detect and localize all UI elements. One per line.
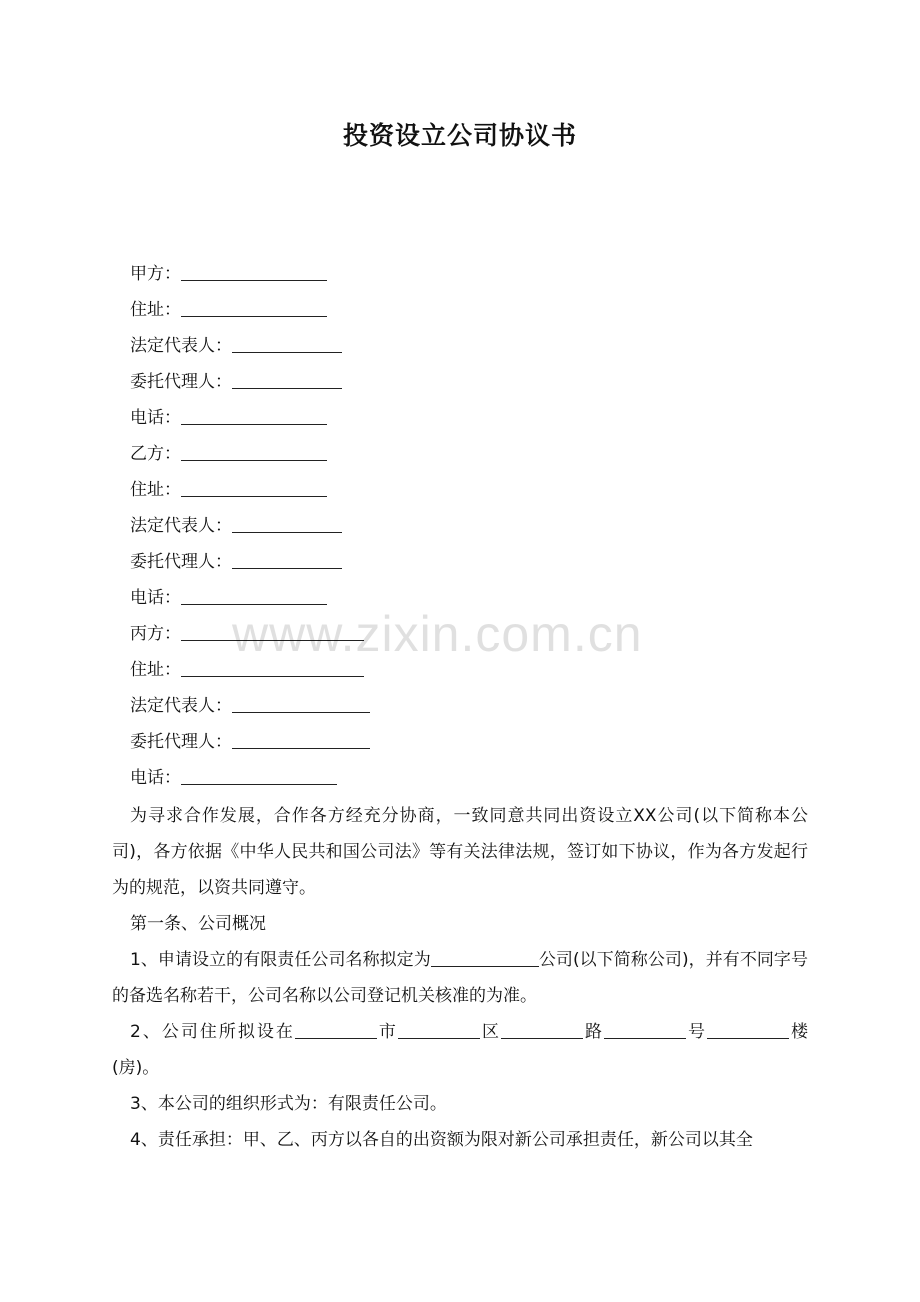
item-1-company-name: 1、申请设立的有限责任公司名称拟定为 公司(以下简称公司)，并有不同字号的备选名称若干，公司名称以公司登记机关核准的为准。 <box>112 950 808 1006</box>
document-title: 投资设立公司协议书 <box>342 121 577 150</box>
intro-paragraph: 为寻求合作发展，合作各方经充分协商，一致同意共同出资设立XX公司(以下简称本公司)，各方依据《中华人民共和国公司法》等有关法律法规，签订如下协议，作为各方发起行为的规范，以资共同遵守。 <box>112 806 808 898</box>
blank-line <box>181 783 337 785</box>
blank-line <box>181 675 364 677</box>
party-fields <box>130 256 370 796</box>
party-a-phone: 电话： <box>130 400 370 436</box>
blank-line <box>431 965 539 967</box>
blank-line <box>501 1037 583 1039</box>
blank-line <box>181 423 327 425</box>
party-a-name: 甲方： <box>130 256 370 292</box>
party-a-agent: 委托代理人： <box>130 364 370 400</box>
blank-line <box>398 1037 480 1039</box>
blank-line <box>295 1037 377 1039</box>
article-1-heading: 第一条、公司概况 <box>130 914 266 934</box>
blank-line <box>232 387 342 389</box>
blank-line <box>181 495 327 497</box>
blank-line <box>181 315 327 317</box>
blank-line <box>232 531 342 533</box>
blank-line <box>232 351 342 353</box>
item-3-organization-form: 3、本公司的组织形式为：有限责任公司。 <box>130 1094 447 1114</box>
blank-line <box>181 639 364 641</box>
blank-line <box>707 1037 789 1039</box>
party-c-phone: 电话： <box>130 760 370 796</box>
blank-line <box>232 747 370 749</box>
party-c-address: 住址： <box>130 652 370 688</box>
watermark: www.zixin.com.cn <box>232 606 643 662</box>
party-c-name: 丙方： <box>130 616 370 652</box>
blank-line <box>181 603 327 605</box>
item-4-liability: 4、责任承担：甲、乙、丙方以各自的出资额为限对新公司承担责任，新公司以其全 <box>130 1130 753 1150</box>
party-b-name: 乙方： <box>130 436 370 472</box>
party-c-legal-rep: 法定代表人： <box>130 688 370 724</box>
party-b-address: 住址： <box>130 472 370 508</box>
blank-line <box>232 711 370 713</box>
party-b-agent: 委托代理人： <box>130 544 370 580</box>
party-b-phone: 电话： <box>130 580 370 616</box>
party-c-agent: 委托代理人： <box>130 724 370 760</box>
blank-line <box>232 567 342 569</box>
party-b-legal-rep: 法定代表人： <box>130 508 370 544</box>
blank-line <box>604 1037 686 1039</box>
blank-line <box>181 279 327 281</box>
agreement-body <box>112 798 808 1158</box>
party-a-legal-rep: 法定代表人： <box>130 328 370 364</box>
item-2-company-address: 2、公司住所拟设在 市 区 路 号 楼(房)。 <box>112 1022 809 1078</box>
party-a-address: 住址： <box>130 292 370 328</box>
blank-line <box>181 459 327 461</box>
